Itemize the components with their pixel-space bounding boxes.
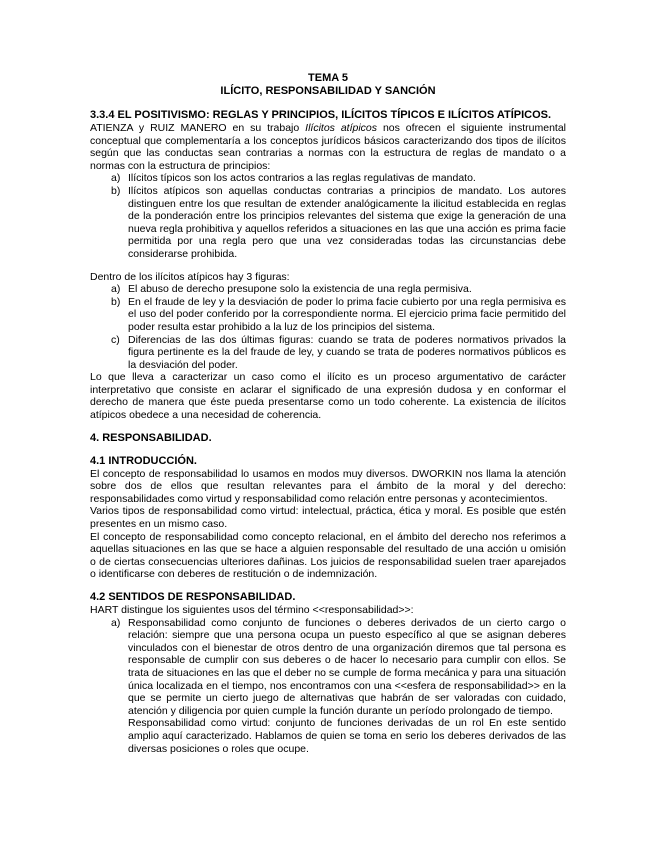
list-marker: b) (111, 295, 121, 308)
atypical-figures-list (90, 283, 566, 371)
paragraph-42-intro: HART distingue los siguientes usos del término <<responsabilidad>>: (90, 604, 414, 616)
list-marker: a) (111, 172, 121, 185)
paragraph-figures-intro: Dentro de los ilícitos atípicos hay 3 figuras: (90, 270, 290, 283)
list-item-text: Responsabilidad como conjunto de funciones o deberes derivados de un cierto cargo o relación: siempre que una persona ocupa un puesto específico al que se asignan deberes vinculados con el bienestar de otros dentro de una organización diremos que tal persona es responsable de cumplir con sus deberes o de hacer lo necesario para cumplir con ellos. Se trata de situaciones en las que el deber no se cumple de forma mecánica y para una situación única localizada en el tiempo, nos encontramos con una <<esfera de responsabilidad>> en la que se permite un cierto juego de alternativas que habrán de ser valoradas con cuidado, atención y diligencia por quien cumple la función durante un período prolongado de tiempo. (128, 616, 566, 717)
title-line-1: TEMA 5 (308, 72, 348, 84)
list-item-text: Ilícitos típicos son los actos contrarios a las reglas regulativas de mandato. (128, 172, 476, 185)
list-item-text-continuation: Responsabilidad como virtud: conjunto de funciones derivadas de un rol En este sentido amplio aquí caracterizado. Hablamos de quien se toma en serio los deberes derivados de las diversas posiciones o roles que ocupe. (128, 717, 566, 755)
paragraph-41-1: El concepto de responsabilidad lo usamos en modos muy diversos. DWORKIN nos llama la atención sobre dos de ellos que resultan relevantes para el ámbito de la moral y del derecho: responsabilidades como virtud y responsabilidad como relación entre personas y acontecimientos. (90, 467, 566, 505)
paragraph-41-3: El concepto de responsabilidad como concepto relacional, en el ámbito del derecho nos referimos a aquellas situaciones en las que se hace a alguien responsable del resultado de una acción u omisión o de ciertas consecuencias ulteriores dañinas. Los juicios de responsabilidad suelen traer aparejados o identificarse con deberes de restitución o de indemnización. (90, 530, 566, 581)
intro-text-post: nos ofrecen el siguiente instrumental conceptual que complementaría a los conceptos jurídicos básicos caracterizando dos tipos de ilícitos según que las conductas sean contrarias a normas con la estructura de reglas de mandato o a normas con la estructura de principios: (90, 122, 566, 172)
list-marker: c) (111, 333, 120, 346)
intro-text-pre: ATIENZA y RUIZ MANERO en su trabajo (90, 122, 306, 134)
paragraph-41-2: Varios tipos de responsabilidad como virtud: intelectual, práctica, ética y moral. Es posible que estén presentes en un mismo caso. (90, 505, 566, 531)
heading-4-2: 4.2 SENTIDOS DE RESPONSABILIDAD. (90, 591, 296, 603)
list-item-text: En el fraude de ley y la desviación de poder lo prima facie cubierto por una regla permisiva es el uso del poder conferido por la correspondiente norma. El ejercicio prima facie permitido del poder resulta estar prohibido a la luz de los principios del sistema. (128, 295, 566, 333)
document-page (90, 72, 566, 755)
list-item (90, 296, 566, 334)
list-item (90, 334, 566, 372)
intro-italic-title: Ilícitos atípicos (305, 122, 378, 134)
document-title (90, 72, 566, 98)
responsibility-senses-list (90, 617, 566, 756)
list-item (90, 185, 566, 261)
list-item-text: Diferencias de las dos últimas figuras: cuando se trata de poderes normativos privados la figura pertinente es la del fraude de ley, y cuando se trata de poderes normativos públicos es la desviación del poder. (128, 333, 566, 371)
paragraph-334-closing: Lo que lleva a caracterizar un caso como el ilícito es un proceso argumentativo de carácter interpretativo que consiste en aclarar el significado de una expresión dudosa y en conformar el derecho de manera que éste pueda presentarse como un todo coherente. La existencia de ilícitos atípicos obedece a una necesidad de coherencia. (90, 371, 566, 422)
heading-3-3-4: 3.3.4 EL POSITIVISMO: REGLAS Y PRINCIPIOS, ILÍCITOS TÍPICOS E ILÍCITOS ATÍPICOS. (90, 109, 552, 121)
list-item-text: Ilícitos atípicos son aquellas conductas contrarias a principios de mandato. Los autores distinguen entre los que resultan de extender analógicamente la ilicitud establecida en reglas de la ponderación entre los principios relevantes del sistema que exige la generación de una nueva regla prohibitiva y aquellos referidos a situaciones en las que una acción es prima facie permitida por una regla pero que una vez consideradas todas las circunstancias debe considerarse prohibida. (128, 184, 566, 260)
list-item (90, 617, 566, 756)
illicit-types-list (90, 172, 566, 260)
title-line-2: ILÍCITO, RESPONSABILIDAD Y SANCIÓN (220, 85, 436, 97)
paragraph-334-intro (90, 122, 566, 172)
list-item-text: El abuso de derecho presupone solo la existencia de una regla permisiva. (128, 283, 472, 296)
list-item (90, 283, 566, 296)
heading-4: 4. RESPONSABILIDAD. (90, 431, 212, 444)
list-marker: a) (111, 283, 121, 296)
list-item (90, 172, 566, 185)
list-marker: a) (111, 616, 121, 629)
list-marker: b) (111, 184, 121, 197)
heading-4-1: 4.1 INTRODUCCIÓN. (90, 454, 197, 467)
